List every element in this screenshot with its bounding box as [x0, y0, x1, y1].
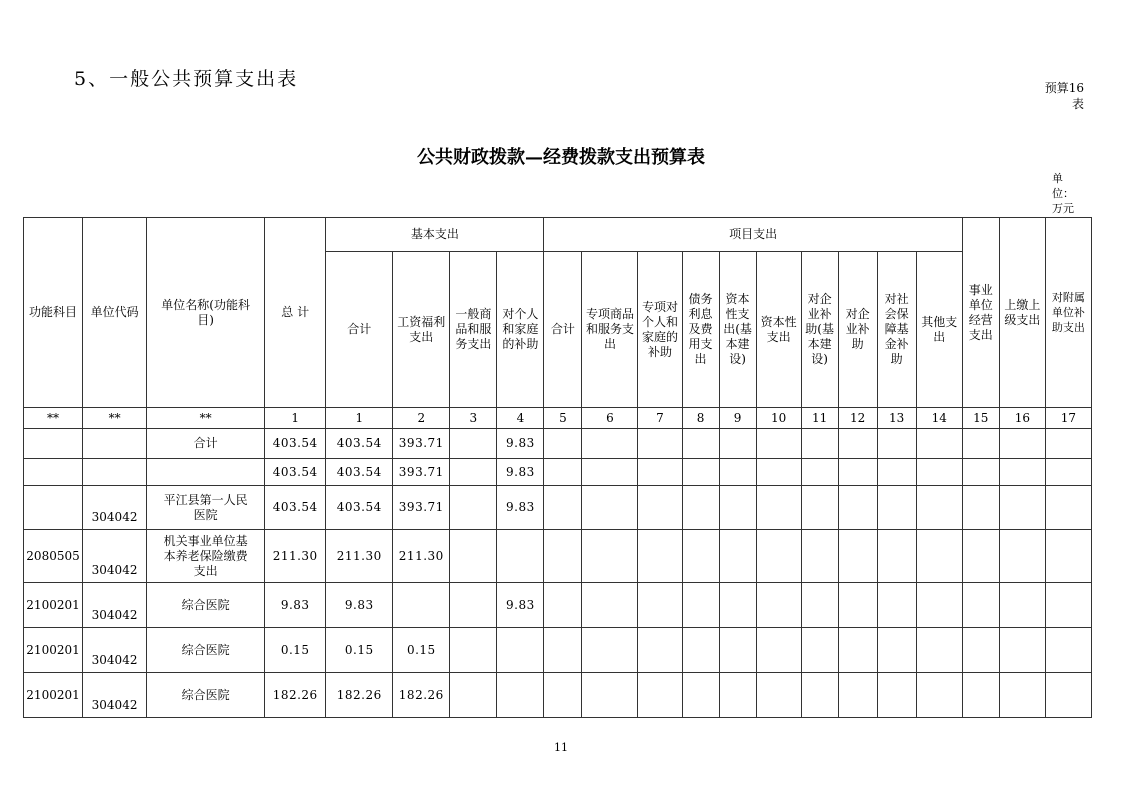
unit-code-cell: 304042: [83, 530, 147, 583]
index-cell: 5: [544, 408, 582, 429]
header-social-security: 对社会保障基金补助: [877, 252, 916, 408]
empty-cell: [719, 530, 756, 583]
empty-cell: [838, 530, 877, 583]
empty-cell: [1045, 628, 1091, 673]
table-row: [24, 486, 1092, 530]
goods-cell: [450, 583, 497, 628]
empty-cell: [999, 530, 1045, 583]
empty-cell: [682, 459, 719, 486]
empty-cell: [719, 673, 756, 718]
empty-cell: [916, 429, 962, 459]
empty-cell: [719, 583, 756, 628]
empty-cell: [877, 530, 916, 583]
empty-cell: [1045, 486, 1091, 530]
func-subject-cell: [24, 459, 83, 486]
empty-cell: [719, 429, 756, 459]
empty-cell: [877, 673, 916, 718]
header-other: 其他支出: [916, 252, 962, 408]
index-cell: 2: [393, 408, 450, 429]
unit-name-cell: [147, 459, 265, 486]
total-cell: 182.26: [265, 673, 326, 718]
empty-cell: [838, 583, 877, 628]
index-cell: 9: [719, 408, 756, 429]
wages-cell: 182.26: [393, 673, 450, 718]
index-cell: 10: [756, 408, 801, 429]
table-row: [24, 459, 1092, 486]
header-basic-group: 基本支出: [326, 218, 544, 252]
table-row: [24, 583, 1092, 628]
wages-cell: 211.30: [393, 530, 450, 583]
empty-cell: [582, 673, 638, 718]
empty-cell: [838, 429, 877, 459]
basic-total-cell: 182.26: [326, 673, 393, 718]
empty-cell: [916, 459, 962, 486]
header-project-total: 合计: [544, 252, 582, 408]
index-cell: 4: [497, 408, 544, 429]
empty-cell: [1045, 459, 1091, 486]
empty-cell: [582, 429, 638, 459]
personal-cell: 9.83: [497, 429, 544, 459]
unit-code-cell: [83, 429, 147, 459]
empty-cell: [638, 628, 682, 673]
empty-cell: [544, 429, 582, 459]
goods-cell: [450, 459, 497, 486]
empty-cell: [1045, 429, 1091, 459]
empty-cell: [962, 628, 999, 673]
header-enterprise-subsidy: 对企业补助: [838, 252, 877, 408]
header-wages: 工资福利支出: [393, 252, 450, 408]
index-cell: 14: [916, 408, 962, 429]
empty-cell: [544, 530, 582, 583]
empty-cell: [638, 459, 682, 486]
index-cell: 11: [801, 408, 838, 429]
empty-cell: [801, 459, 838, 486]
index-cell: **: [83, 408, 147, 429]
header-func-subject: 功能科目: [24, 218, 83, 408]
unit-name-cell: 机关事业单位基本养老保险缴费支出: [147, 530, 265, 583]
empty-cell: [801, 583, 838, 628]
personal-cell: [497, 628, 544, 673]
empty-cell: [719, 459, 756, 486]
empty-cell: [999, 459, 1045, 486]
func-subject-cell: [24, 486, 83, 530]
empty-cell: [801, 429, 838, 459]
empty-cell: [682, 429, 719, 459]
empty-cell: [638, 530, 682, 583]
func-subject-cell: [24, 429, 83, 459]
empty-cell: [544, 486, 582, 530]
header-upper: 上缴上级支出: [999, 218, 1045, 408]
empty-cell: [916, 530, 962, 583]
empty-cell: [756, 628, 801, 673]
header-enterprise: 事业单位经营支出: [962, 218, 999, 408]
index-cell: 6: [582, 408, 638, 429]
empty-cell: [582, 583, 638, 628]
wages-cell: 393.71: [393, 486, 450, 530]
empty-cell: [582, 628, 638, 673]
index-cell: 15: [962, 408, 999, 429]
empty-cell: [838, 486, 877, 530]
table-title: 公共财政拨款—经费拨款支出预算表: [417, 147, 705, 168]
empty-cell: [682, 673, 719, 718]
basic-total-cell: 0.15: [326, 628, 393, 673]
empty-cell: [756, 459, 801, 486]
basic-total-cell: 403.54: [326, 486, 393, 530]
index-cell: 17: [1045, 408, 1091, 429]
header-special-goods: 专项商品和服务支出: [582, 252, 638, 408]
empty-cell: [544, 673, 582, 718]
empty-cell: [999, 486, 1045, 530]
empty-cell: [838, 459, 877, 486]
table-row: [24, 673, 1092, 718]
empty-cell: [999, 628, 1045, 673]
goods-cell: [450, 486, 497, 530]
empty-cell: [682, 486, 719, 530]
empty-cell: [916, 583, 962, 628]
wages-cell: [393, 583, 450, 628]
total-cell: 9.83: [265, 583, 326, 628]
empty-cell: [682, 583, 719, 628]
index-cell: 3: [450, 408, 497, 429]
basic-total-cell: 403.54: [326, 429, 393, 459]
unit-name-cell: 综合医院: [147, 583, 265, 628]
empty-cell: [582, 486, 638, 530]
table-row: [24, 530, 1092, 583]
empty-cell: [582, 530, 638, 583]
empty-cell: [638, 673, 682, 718]
total-cell: 403.54: [265, 459, 326, 486]
personal-cell: [497, 673, 544, 718]
basic-total-cell: 211.30: [326, 530, 393, 583]
header-debt-interest: 债务利息及费用支出: [682, 252, 719, 408]
unit-code-cell: 304042: [83, 673, 147, 718]
empty-cell: [682, 530, 719, 583]
goods-cell: [450, 429, 497, 459]
unit-name-cell: 平江县第一人民医院: [147, 486, 265, 530]
empty-cell: [999, 429, 1045, 459]
index-cell: 12: [838, 408, 877, 429]
empty-cell: [916, 486, 962, 530]
empty-cell: [1045, 530, 1091, 583]
section-title: 5、一般公共预算支出表: [74, 68, 299, 90]
empty-cell: [801, 486, 838, 530]
header-capital: 资本性支出: [756, 252, 801, 408]
header-unit-code: 单位代码: [83, 218, 147, 408]
func-subject-cell: 2100201: [24, 673, 83, 718]
basic-total-cell: 403.54: [326, 459, 393, 486]
empty-cell: [719, 628, 756, 673]
empty-cell: [756, 486, 801, 530]
index-cell: 13: [877, 408, 916, 429]
empty-cell: [838, 673, 877, 718]
index-cell: **: [147, 408, 265, 429]
header-personal: 对个人和家庭的补助: [497, 252, 544, 408]
header-project-group: 项目支出: [544, 218, 962, 252]
unit-code-cell: 304042: [83, 628, 147, 673]
index-row: [24, 408, 1092, 429]
wages-cell: 393.71: [393, 459, 450, 486]
empty-cell: [638, 429, 682, 459]
empty-cell: [838, 628, 877, 673]
index-cell: **: [24, 408, 83, 429]
empty-cell: [682, 628, 719, 673]
empty-cell: [962, 583, 999, 628]
wages-cell: 393.71: [393, 429, 450, 459]
empty-cell: [801, 530, 838, 583]
table-row: [24, 628, 1092, 673]
empty-cell: [916, 628, 962, 673]
header-capital-construction: 资本性支出(基本建设): [719, 252, 756, 408]
empty-cell: [877, 486, 916, 530]
total-cell: 403.54: [265, 486, 326, 530]
personal-cell: [497, 530, 544, 583]
unit-code-cell: 304042: [83, 486, 147, 530]
func-subject-cell: 2100201: [24, 628, 83, 673]
empty-cell: [756, 583, 801, 628]
index-cell: 7: [638, 408, 682, 429]
empty-cell: [638, 583, 682, 628]
empty-cell: [916, 673, 962, 718]
basic-total-cell: 9.83: [326, 583, 393, 628]
index-cell: 8: [682, 408, 719, 429]
empty-cell: [962, 673, 999, 718]
empty-cell: [756, 530, 801, 583]
unit-name-cell: 综合医院: [147, 628, 265, 673]
wages-cell: 0.15: [393, 628, 450, 673]
empty-cell: [877, 459, 916, 486]
empty-cell: [1045, 673, 1091, 718]
unit-code-cell: [83, 459, 147, 486]
page-number: 11: [554, 741, 568, 754]
empty-cell: [962, 429, 999, 459]
func-subject-cell: 2080505: [24, 530, 83, 583]
total-cell: 211.30: [265, 530, 326, 583]
empty-cell: [999, 583, 1045, 628]
budget-table: [23, 217, 1092, 718]
header-basic-total: 合计: [326, 252, 393, 408]
personal-cell: 9.83: [497, 459, 544, 486]
empty-cell: [756, 673, 801, 718]
header-enterprise-subsidy-construction: 对企业补助(基本建设): [801, 252, 838, 408]
index-cell: 1: [326, 408, 393, 429]
func-subject-cell: 2100201: [24, 583, 83, 628]
unit-name-cell: 合计: [147, 429, 265, 459]
empty-cell: [877, 429, 916, 459]
goods-cell: [450, 628, 497, 673]
unit-name-cell: 综合医院: [147, 673, 265, 718]
index-cell: 16: [999, 408, 1045, 429]
empty-cell: [999, 673, 1045, 718]
total-cell: 0.15: [265, 628, 326, 673]
index-cell: 1: [265, 408, 326, 429]
personal-cell: 9.83: [497, 486, 544, 530]
empty-cell: [801, 628, 838, 673]
goods-cell: [450, 530, 497, 583]
header-total: 总 计: [265, 218, 326, 408]
empty-cell: [544, 459, 582, 486]
empty-cell: [1045, 583, 1091, 628]
header-special-personal: 专项对个人和家庭的补助: [638, 252, 682, 408]
empty-cell: [544, 628, 582, 673]
empty-cell: [719, 486, 756, 530]
empty-cell: [962, 530, 999, 583]
empty-cell: [877, 583, 916, 628]
empty-cell: [877, 628, 916, 673]
empty-cell: [962, 486, 999, 530]
empty-cell: [544, 583, 582, 628]
total-cell: 403.54: [265, 429, 326, 459]
empty-cell: [638, 486, 682, 530]
personal-cell: 9.83: [497, 583, 544, 628]
empty-cell: [962, 459, 999, 486]
unit-label: 单位：万元: [1052, 172, 1074, 215]
empty-cell: [756, 429, 801, 459]
header-affiliated: 对附属单位补助支出: [1045, 218, 1091, 408]
table-row: [24, 429, 1092, 459]
unit-code-cell: 304042: [83, 583, 147, 628]
header-unit-name: 单位名称(功能科目): [147, 218, 265, 408]
empty-cell: [801, 673, 838, 718]
form-number: 预算16表: [1044, 81, 1084, 111]
goods-cell: [450, 673, 497, 718]
header-goods: 一般商品和服务支出: [450, 252, 497, 408]
empty-cell: [582, 459, 638, 486]
